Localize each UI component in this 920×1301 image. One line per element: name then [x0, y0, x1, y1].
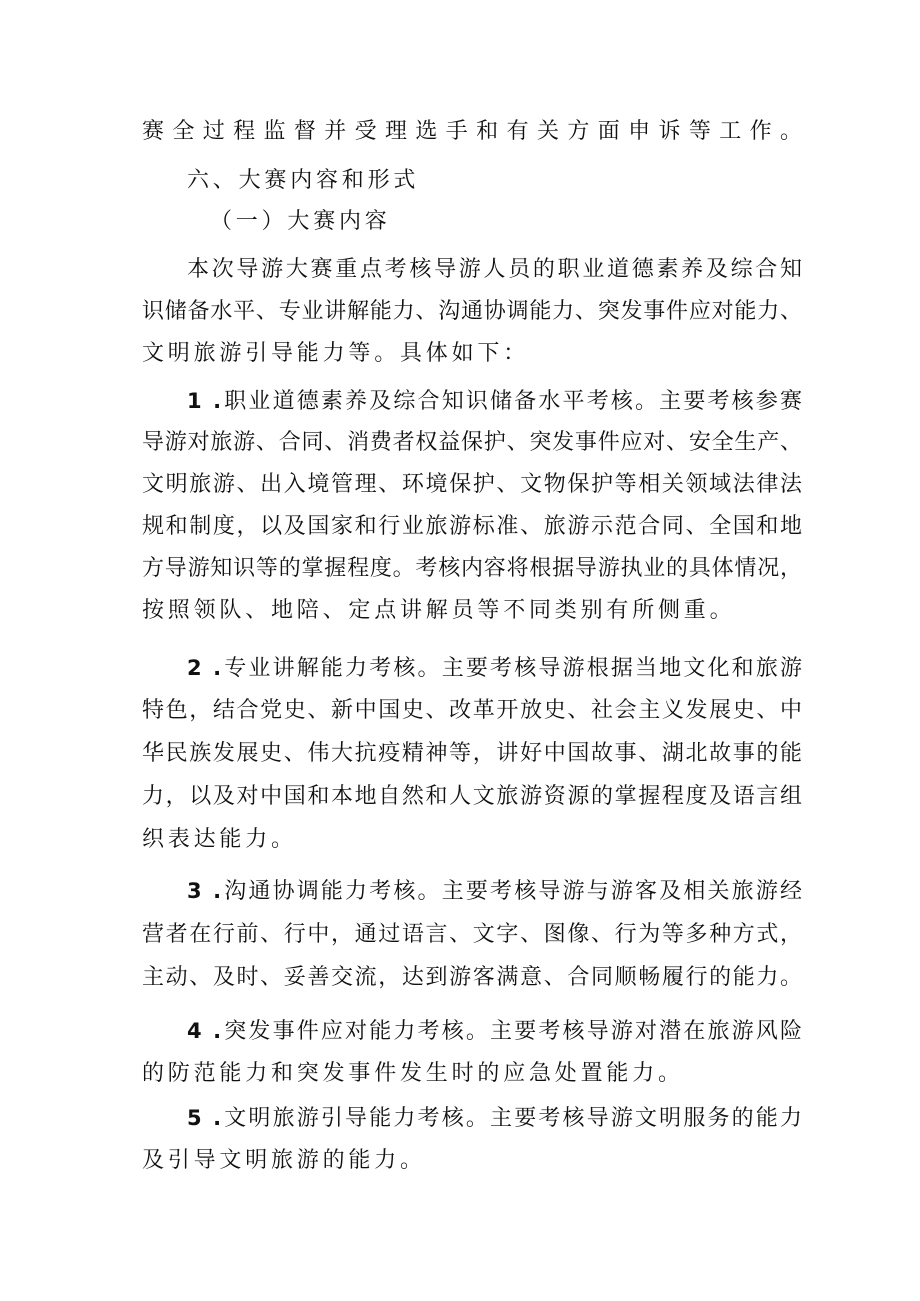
list-item-1-line-6: 按照领队、地陪、定点讲解员等不同类别有所侧重。: [142, 598, 736, 623]
list-item-1-first-line: [187, 386, 802, 417]
list-item-2-line-4: 力，以及对中国和本地自然和人文旅游资源的掌握程度及语言组: [142, 784, 802, 809]
list-item-text: 沟通协调能力考核。主要考核导游与游客及相关旅游经: [222, 879, 802, 904]
list-item-1-line-3: 文明旅游、出入境管理、环境保护、文物保护等相关领域法律法: [142, 472, 802, 497]
list-item-2-line-2: 特色，结合党史、新中国史、改革开放史、社会主义发展史、中: [142, 698, 802, 723]
list-item-number: 4 .: [187, 1019, 223, 1043]
list-item-number: 2 .: [187, 656, 223, 680]
list-item-2-line-3: 华民族发展史、伟大抗疫精神等，讲好中国故事、湖北故事的能: [142, 741, 802, 766]
list-item-2-line-5: 织表达能力。: [142, 827, 297, 852]
list-item-3-line-3: 主动、及时、妥善交流，达到游客满意、合同顺畅履行的能力。: [142, 965, 802, 990]
section-heading: 六、大赛内容和形式: [187, 168, 420, 193]
list-item-number: 5 .: [187, 1106, 223, 1130]
list-item-3-line-2: 营者在行前、行中，通过语言、文字、图像、行为等多种方式，: [142, 922, 802, 947]
list-item-2-first-line: [187, 653, 802, 684]
list-item-text: 专业讲解能力考核。主要考核导游根据当地文化和旅游: [222, 656, 802, 681]
list-item-1-line-2: 导游对旅游、合同、消费者权益保护、突发事件应对、安全生产、: [142, 430, 802, 455]
intro-line-1: 本次导游大赛重点考核导游人员的职业道德素养及综合知: [187, 257, 802, 282]
intro-line-3: 文明旅游引导能力等。具体如下：: [142, 341, 530, 366]
list-item-1-line-5: 方导游知识等的掌握程度。考核内容将根据导游执业的具体情况，: [142, 556, 802, 581]
list-item-number: 3 .: [187, 879, 223, 903]
list-item-text: 文明旅游引导能力考核。主要考核导游文明服务的能力: [222, 1106, 802, 1131]
list-item-number: 1 .: [187, 389, 223, 413]
continuation-line: 赛全过程监督并受理选手和有关方面申诉等工作。: [142, 119, 802, 144]
subsection-heading: （一）大赛内容: [210, 209, 391, 234]
list-item-3-first-line: [187, 876, 802, 907]
list-item-text: 突发事件应对能力考核。主要考核导游对潜在旅游风险: [222, 1019, 802, 1044]
list-item-5-line-2: 及引导文明旅游的能力。: [142, 1148, 426, 1173]
list-item-5-first-line: [187, 1103, 802, 1134]
intro-line-2: 识储备水平、专业讲解能力、沟通协调能力、突发事件应对能力、: [142, 299, 802, 324]
list-item-4-line-2: 的防范能力和突发事件发生时的应急处置能力。: [142, 1061, 684, 1086]
list-item-1-line-4: 规和制度，以及国家和行业旅游标准、旅游示范合同、全国和地: [142, 514, 802, 539]
list-item-text: 职业道德素养及综合知识储备水平考核。主要考核参赛: [222, 389, 802, 414]
list-item-4-first-line: [187, 1016, 802, 1047]
